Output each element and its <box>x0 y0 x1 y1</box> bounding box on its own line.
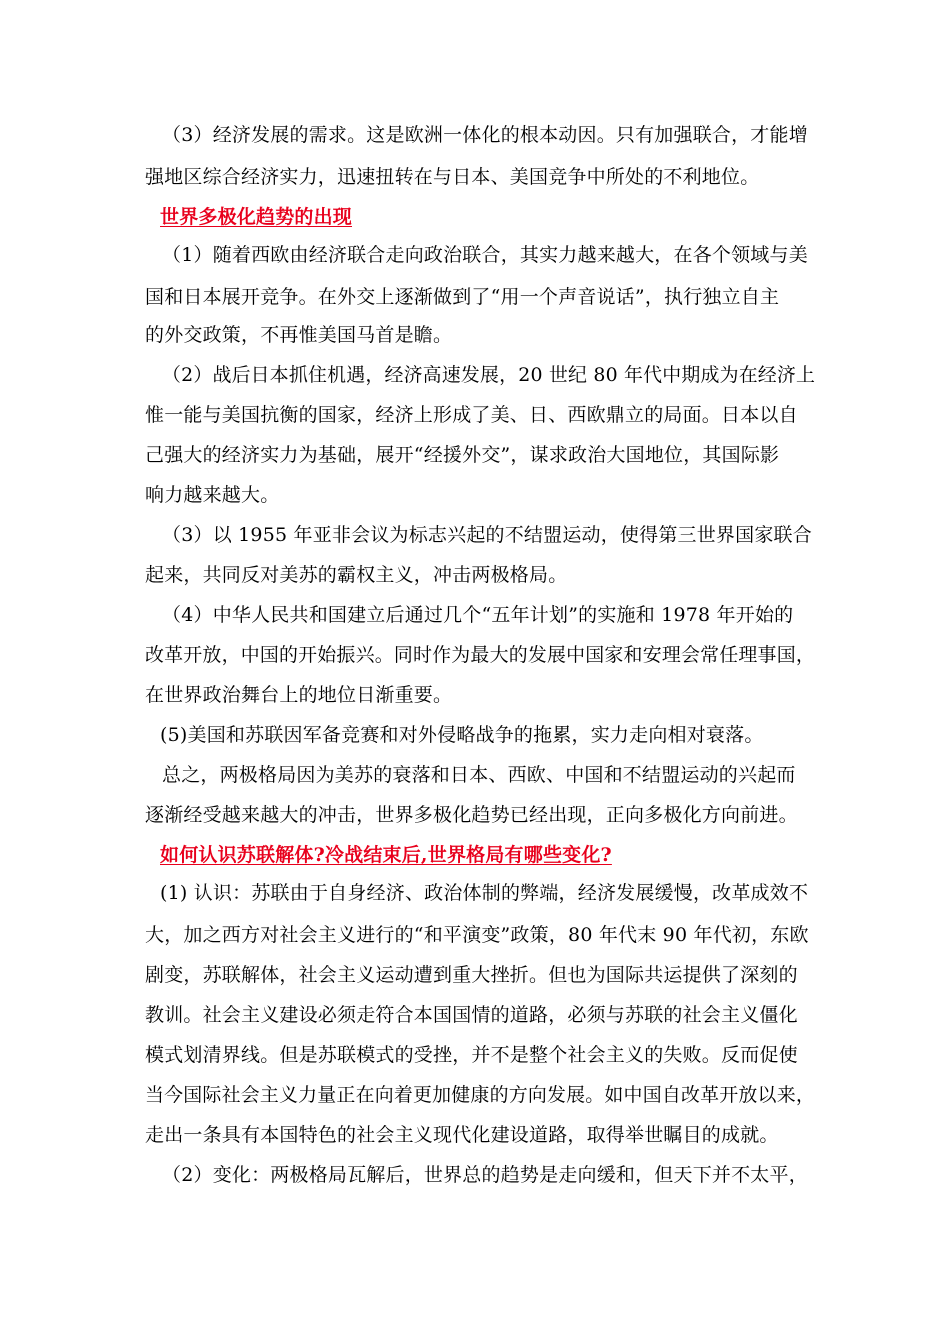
paragraph-line: （4）中华人民共和国建立后通过几个“五年计划”的实施和 1978 年开始的 <box>162 604 794 626</box>
paragraph-line: 在世界政治舞台上的地位日渐重要。 <box>145 684 453 706</box>
section-heading: 世界多极化趋势的出现 <box>160 206 353 228</box>
paragraph-line: 起来，共同反对美苏的霸权主义，冲击两极格局。 <box>145 564 568 586</box>
paragraph-line: 逐渐经受越来越大的冲击，世界多极化趋势已经出现，正向多极化方向前进。 <box>145 804 798 826</box>
paragraph-line: 己强大的经济实力为基础，展开“经援外交”，谋求政治大国地位，其国际影 <box>145 444 780 466</box>
paragraph-line: （2）战后日本抓住机遇，经济高速发展，20 世纪 80 年代中期成为在经济上 <box>162 364 816 386</box>
paragraph-line: (1) 认识：苏联由于自身经济、政治体制的弊端，经济发展缓慢，改革成效不 <box>160 882 809 904</box>
section-heading: 如何认识苏联解体?冷战结束后,世界格局有哪些变化? <box>160 844 612 866</box>
paragraph-line: 大，加之西方对社会主义进行的“和平演变”政策，80 年代末 90 年代初，东欧 <box>145 924 809 946</box>
paragraph-line: （3）以 1955 年亚非会议为标志兴起的不结盟运动，使得第三世界国家联合 <box>162 524 812 546</box>
paragraph-line: 模式划清界线。但是苏联模式的受挫，并不是整个社会主义的失败。反而促使 <box>145 1044 798 1066</box>
paragraph-line: 响力越来越大。 <box>145 484 280 506</box>
paragraph-line: （2）变化：两极格局瓦解后，世界总的趋势是走向缓和，但天下并不太平， <box>162 1164 808 1186</box>
paragraph-line: 教训。社会主义建设必须走符合本国国情的道路，必须与苏联的社会主义僵化 <box>145 1004 798 1026</box>
paragraph-line: 惟一能与美国抗衡的国家，经济上形成了美、日、西欧鼎立的局面。日本以自 <box>145 404 798 426</box>
paragraph-line: （1）随着西欧由经济联合走向政治联合，其实力越来越大，在各个领域与美 <box>162 244 808 266</box>
paragraph-line: 改革开放，中国的开始振兴。同时作为最大的发展中国家和安理会常任理事国， <box>145 644 815 666</box>
paragraph-line: 国和日本展开竞争。在外交上逐渐做到了“用一个声音说话”，执行独立自主 <box>145 286 780 308</box>
paragraph-line: 剧变，苏联解体，社会主义运动遭到重大挫折。但也为国际共运提供了深刻的 <box>145 964 798 986</box>
paragraph-line: 总之，两极格局因为美苏的衰落和日本、西欧、中国和不结盟运动的兴起而 <box>162 764 796 786</box>
paragraph-line: 走出一条具有本国特色的社会主义现代化建设道路，取得举世瞩目的成就。 <box>145 1124 779 1146</box>
paragraph-line: 的外交政策，不再惟美国马首是瞻。 <box>145 324 453 346</box>
paragraph-line: 当今国际社会主义力量正在向着更加健康的方向发展。如中国自改革开放以来， <box>145 1084 815 1106</box>
paragraph-line: 强地区综合经济实力，迅速扭转在与日本、美国竞争中所处的不利地位。 <box>145 166 760 188</box>
paragraph-line: (5)美国和苏联因军备竞赛和对外侵略战争的拖累，实力走向相对衰落。 <box>160 724 764 746</box>
paragraph-line: （3）经济发展的需求。这是欧洲一体化的根本动因。只有加强联合，才能增 <box>162 124 808 146</box>
